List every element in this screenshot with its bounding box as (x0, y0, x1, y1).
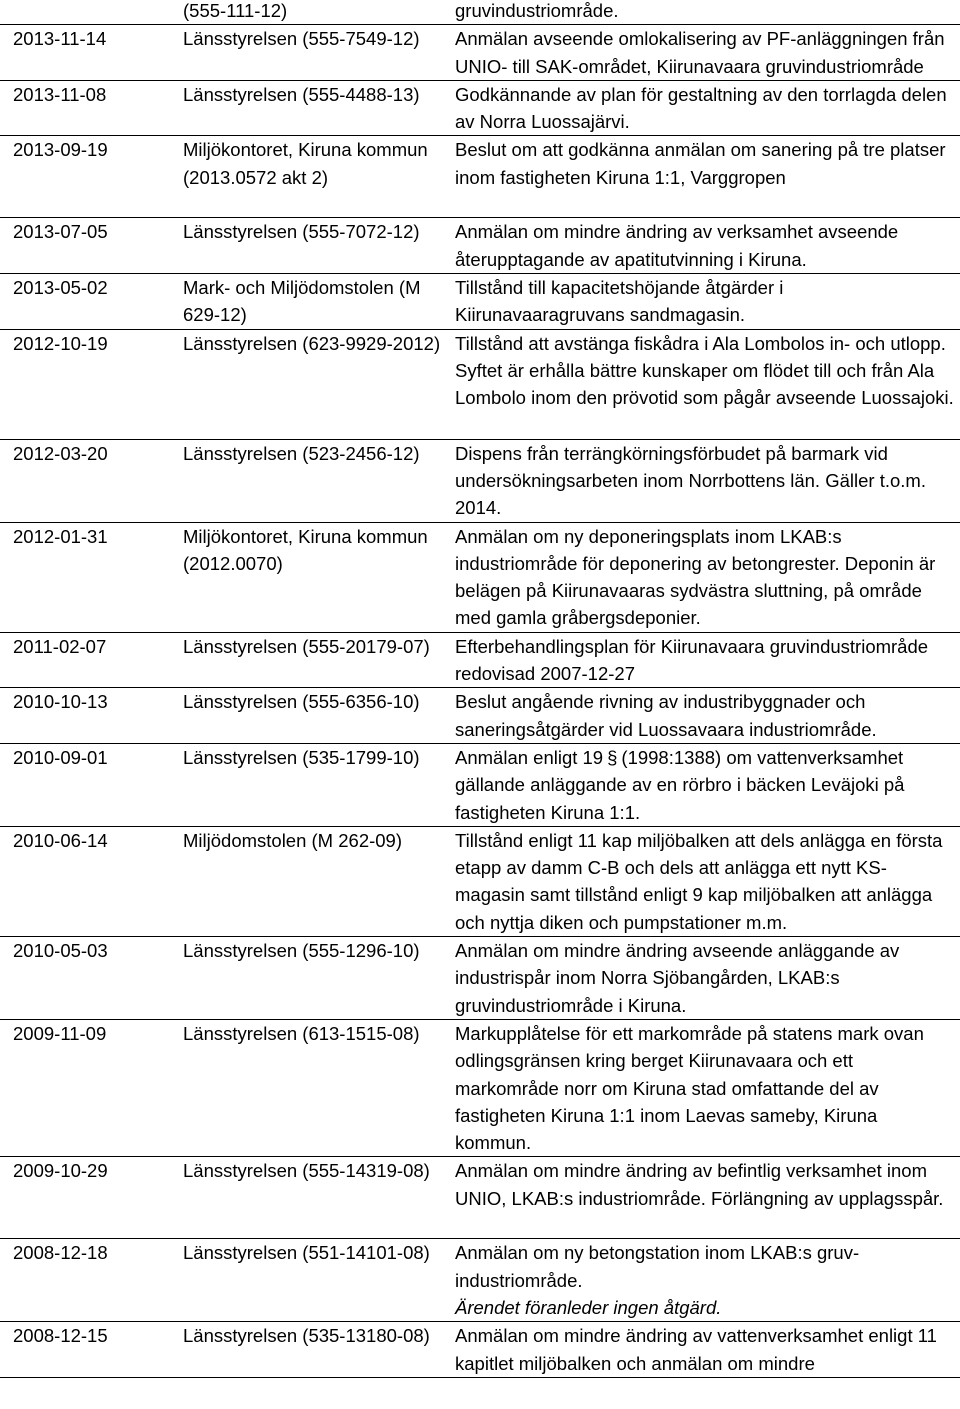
decision-date: 2013-11-14 (0, 25, 174, 81)
authority-reference: Miljödomstolen (M 262-09) (174, 826, 444, 936)
decision-description: Godkännande av plan för gestaltning av den torrlagda delen av Norra Luossajärvi. (444, 80, 960, 136)
decision-description: Anmälan om mindre ändring av vattenverksamhet enligt 11 kapitlet miljöbalken och anmälan om mindre (444, 1322, 960, 1378)
decision-date: 2012-01-31 (0, 522, 174, 632)
description-text: Anmälan om ny betongstation inom LKAB:s gruv- industriområde. (455, 1242, 860, 1291)
description-text: Anmälan enligt 19 (455, 746, 604, 768)
authority-reference: Länsstyrelsen (555-7549-12) (174, 25, 444, 81)
decision-date: 2010-09-01 (0, 743, 174, 826)
authority-reference: Länsstyrelsen (535-13180-08) (174, 1322, 444, 1378)
decision-date: 2013-09-19 (0, 136, 174, 218)
table-row (0, 329, 960, 439)
decision-description: Anmälan avseende omlokalisering av PF-anläggningen från UNIO- till SAK-området, Kiirunavaara gruvindustriområde (444, 25, 960, 81)
decision-date: 2013-07-05 (0, 218, 174, 274)
table-row (0, 1239, 960, 1322)
decision-description: Beslut om att godkänna anmälan om sanering på tre platser inom fastigheten Kiruna 1:1, Varggropen (444, 136, 960, 218)
decision-description: Tillstånd till kapacitetshöjande åtgärder i Kiirunavaaragruvans sandmagasin. (444, 274, 960, 330)
table-row (0, 1019, 960, 1156)
authority-reference: Länsstyrelsen (523-2456-12) (174, 439, 444, 522)
decision-date: 2010-06-14 (0, 826, 174, 936)
decision-date: 2013-11-08 (0, 80, 174, 136)
authority-reference: Länsstyrelsen (551-14101-08) (174, 1239, 444, 1322)
authority-reference: Länsstyrelsen (623-9929-2012) (174, 329, 444, 439)
decision-description: Dispens från terrängkörningsförbudet på barmark vid undersökningsarbeten inom Norrbottens län. Gäller t.o.m. 2014. (444, 439, 960, 522)
decision-date: 2009-10-29 (0, 1157, 174, 1239)
decision-date (0, 0, 174, 25)
decision-note: Ärendet föranleder ingen åtgärd. (455, 1296, 722, 1318)
table-row (0, 274, 960, 330)
table-row (0, 218, 960, 274)
authority-reference: Länsstyrelsen (555-7072-12) (174, 218, 444, 274)
decision-description: Markupplåtelse för ett markområde på statens mark ovan odlingsgränsen kring berget Kiirunavaara och ett markområde norr om Kiruna stad omfattande del av fastigheten Kiruna 1:1 inom Laevas sameby, Kiruna kommun. (444, 1019, 960, 1156)
decision-description (444, 743, 960, 826)
authority-reference: (555-111-12) (174, 0, 444, 25)
authority-reference: Länsstyrelsen (555-1296-10) (174, 937, 444, 1020)
decision-description (444, 1239, 960, 1322)
table-row (0, 937, 960, 1020)
table-row (0, 136, 960, 218)
decision-date: 2010-10-13 (0, 688, 174, 744)
decision-description: gruvindustriområde. (444, 0, 960, 25)
table-row (0, 688, 960, 744)
table-row (0, 439, 960, 522)
decision-date: 2008-12-15 (0, 1322, 174, 1378)
table-row (0, 25, 960, 81)
authority-reference: Länsstyrelsen (535-1799-10) (174, 743, 444, 826)
table-row (0, 743, 960, 826)
decision-date: 2012-10-19 (0, 329, 174, 439)
authority-reference: Miljökontoret, Kiruna kommun (2013.0572 akt 2) (174, 136, 444, 218)
decision-description: Tillstånd att avstänga fiskådra i Ala Lombolos in- och utlopp. Syftet är erhålla bättre kunskaper om flödet till och från Ala Lombolo inom den prövotid som pågår avseende Luossajoki. (444, 329, 960, 439)
table-row (0, 0, 960, 25)
decision-date: 2008-12-18 (0, 1239, 174, 1322)
decision-description: Beslut angående rivning av industribyggnader och saneringsåtgärder vid Luossavaara industriområde. (444, 688, 960, 744)
authority-reference: Miljökontoret, Kiruna kommun (2012.0070) (174, 522, 444, 632)
decision-description: Efterbehandlingsplan för Kiirunavaara gruvindustriområde redovisad 2007-12-27 (444, 632, 960, 688)
authority-reference: Länsstyrelsen (555-14319-08) (174, 1157, 444, 1239)
decision-date: 2009-11-09 (0, 1019, 174, 1156)
authority-reference: Länsstyrelsen (555-6356-10) (174, 688, 444, 744)
table-row (0, 1157, 960, 1239)
decision-date: 2013-05-02 (0, 274, 174, 330)
table-row (0, 1322, 960, 1378)
table-row (0, 826, 960, 936)
authority-reference: Länsstyrelsen (555-20179-07) (174, 632, 444, 688)
decision-description: Anmälan om mindre ändring av befintlig verksamhet inom UNIO, LKAB:s industriområde. Förlängning av upplagsspår. (444, 1157, 960, 1239)
table-row (0, 632, 960, 688)
decision-date: 2010-05-03 (0, 937, 174, 1020)
authority-reference: Mark- och Miljödomstolen (M 629-12) (174, 274, 444, 330)
decision-description: Anmälan om ny deponeringsplats inom LKAB:s industriområde för deponering av betongrester. Deponin är belägen på Kiirunavaaras sydvästra sluttning, på område med gamla gråbergsdeponier. (444, 522, 960, 632)
decision-description: Tillstånd enligt 11 kap miljöbalken att dels anlägga en första etapp av damm C-B och dels att anlägga ett nytt KS-magasin samt tillstånd enligt 9 kap miljöbalken att anlägga och nyttja diken och pumpstationer m.m. (444, 826, 960, 936)
decision-date: 2012-03-20 (0, 439, 174, 522)
table-row (0, 80, 960, 136)
decision-description: Anmälan om mindre ändring av verksamhet avseende återupptagande av apatitutvinning i Kiruna. (444, 218, 960, 274)
authority-reference: Länsstyrelsen (555-4488-13) (174, 80, 444, 136)
table-row (0, 522, 960, 632)
section-symbol: § (607, 746, 618, 768)
decision-date: 2011-02-07 (0, 632, 174, 688)
description-text-continued: (1998:1388) om vattenverksamhet gällande anläggande av en rörbro i bäcken Leväjoki på fastigheten Kiruna 1:1. (455, 746, 905, 823)
decision-description: Anmälan om mindre ändring avseende anläggande av industrispår inom Norra Sjöbangården, LKAB:s gruvindustriområde i Kiruna. (444, 937, 960, 1020)
authority-reference: Länsstyrelsen (613-1515-08) (174, 1019, 444, 1156)
